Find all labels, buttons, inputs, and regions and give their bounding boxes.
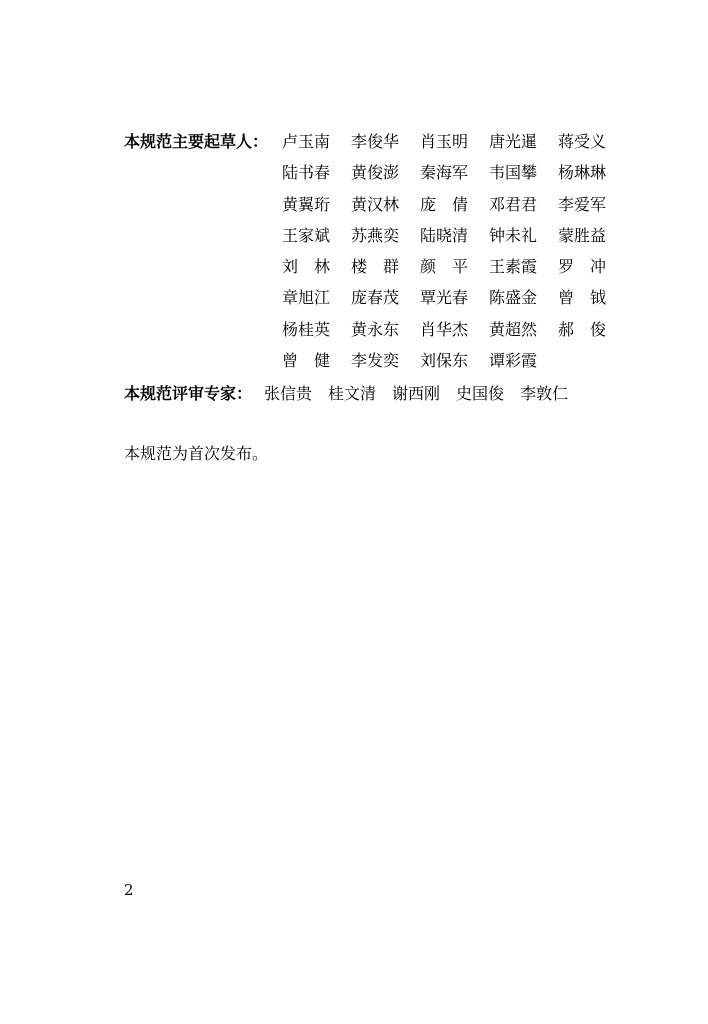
drafter-name: 李发奕 [351, 351, 400, 371]
drafter-name: 钟未礼 [489, 225, 538, 245]
drafter-name: 肖华杰 [420, 319, 469, 339]
drafter-name: 黄永东 [351, 319, 400, 339]
drafter-name: 杨琳琳 [558, 163, 607, 183]
drafter-name: 罗 冲 [558, 257, 607, 277]
drafter-name: 陈盛金 [489, 288, 538, 308]
reviewer-name: 史国俊 [456, 384, 505, 403]
drafter-name: 杨桂英 [282, 319, 331, 339]
drafter-name: 庞春茂 [351, 288, 400, 308]
drafter-name: 卢玉南 [282, 132, 331, 151]
drafter-name: 覃光春 [420, 288, 469, 308]
drafter-name: 曾 钺 [558, 288, 607, 308]
drafter-name: 刘保东 [420, 351, 469, 371]
reviewer-name: 桂文清 [328, 384, 377, 403]
drafter-name: 蒙胜益 [558, 225, 607, 245]
drafter-name: 肖玉明 [420, 132, 469, 151]
drafter-name: 谭彩霞 [489, 351, 538, 371]
drafter-name: 王家斌 [282, 225, 331, 245]
page-number: 2 [124, 881, 134, 899]
drafter-name: 黄超然 [489, 319, 538, 339]
drafter-name: 李爱军 [558, 194, 607, 214]
drafter-name: 刘 林 [282, 257, 331, 277]
drafter-name: 郝 俊 [558, 319, 607, 339]
drafter-name: 庞 倩 [420, 194, 469, 214]
drafter-name: 黄俊澎 [351, 163, 400, 183]
reviewer-name: 张信贵 [264, 384, 313, 403]
reviewers-name-list [264, 384, 568, 404]
reviewers-label: 本规范评审专家： [124, 384, 253, 403]
drafters-label: 本规范主要起草人： [124, 132, 269, 151]
drafter-name: 苏燕奕 [351, 225, 400, 245]
drafters-name-grid [282, 132, 627, 382]
reviewer-name: 谢西刚 [392, 384, 441, 403]
drafter-name: 王素霞 [489, 257, 538, 277]
drafter-name: 陆晓清 [420, 225, 469, 245]
drafter-name: 韦国攀 [489, 163, 538, 183]
drafter-name: 曾 健 [282, 351, 331, 371]
reviewer-name: 李敦仁 [520, 384, 569, 403]
drafter-name: 陆书春 [282, 163, 331, 183]
drafter-name: 蒋受义 [558, 132, 607, 151]
drafter-name: 章旭江 [282, 288, 331, 308]
drafter-name: 李俊华 [351, 132, 400, 151]
drafter-name: 楼 群 [351, 257, 400, 277]
release-note: 本规范为首次发布。 [124, 444, 269, 463]
drafter-name: 黄汉林 [351, 194, 400, 214]
drafter-name: 颜 平 [420, 257, 469, 277]
drafter-name: 唐光暹 [489, 132, 538, 151]
drafter-name: 秦海军 [420, 163, 469, 183]
drafter-name: 邓君君 [489, 194, 538, 214]
drafter-name: 黄翼珩 [282, 194, 331, 214]
